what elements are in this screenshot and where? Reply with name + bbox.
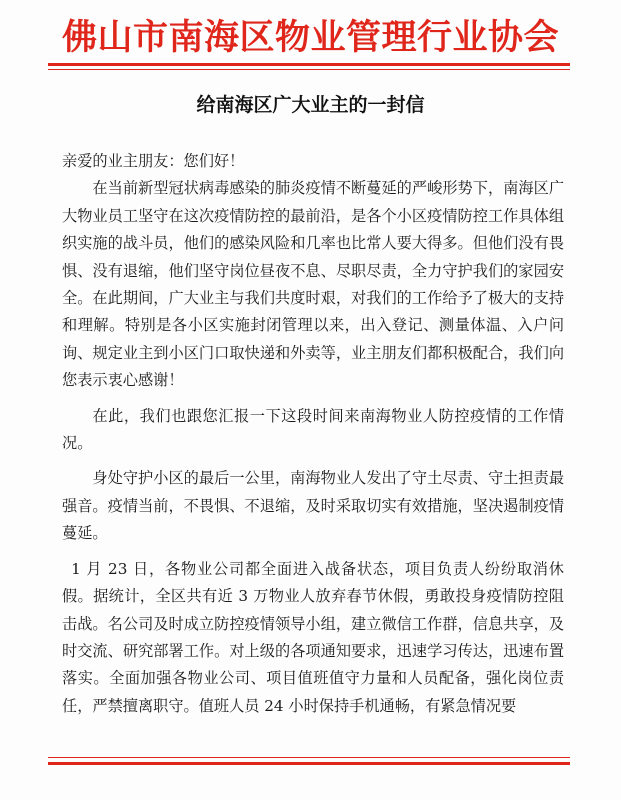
footer-divider-thin: [48, 757, 570, 758]
letter-paragraph: 在此，我们也跟您汇报一下这段时间来南海物业人防控疫情的工作情况。: [62, 406, 564, 453]
letter-paragraph: 身处守护小区的最后一公里，南海物业人发出了守土尽责、守土担责最强音。疫情当前，不畏惧、不退缩，及时采取切实有效措施，坚决遏制疫情蔓延。: [62, 469, 564, 543]
letter-paragraph: 1 月 23 日，各物业公司都全面进入战备状态，项目负责人纷纷取消休假。据统计，全区共有近 3 万物业人放弃春节休假，勇敢投身疫情防控阻击战。名公司及时成立防控疫情领导小组，建立微信工作群，信息共享，及时交流、研究部署工作。对上级的各项通知要求，迅速学习传达，迅速布置落实。全面加强各物业公司、项目值班值守力量和人员配备，强化岗位责任，严禁擅离职守。值班人员 24 小时保持手机通畅，有紧急情况要: [62, 559, 564, 715]
header-divider-thin: [48, 69, 570, 70]
organization-header: 佛山市南海区物业管理行业协会: [61, 17, 559, 58]
letter-body: [62, 148, 564, 720]
footer-divider-thick: [48, 762, 570, 765]
letter-greeting: 亲爱的业主朋友：您们好！: [62, 152, 245, 170]
header-divider-thick: [48, 63, 570, 66]
letter-title: 给南海区广大业主的一封信: [196, 94, 425, 116]
letter-paragraph: 在当前新型冠状病毒感染的肺炎疫情不断蔓延的严峻形势下，南海区广大物业员工坚守在这次疫情防控的最前沿，是各个小区疫情防控工作具体组织实施的战斗员，他们的感染风险和几率也比常人要大得多。但他们没有畏惧、没有退缩，他们坚守岗位昼夜不息、尽职尽责，全力守护我们的家园安全。在此期间，广大业主与我们共度时艰，对我们的工作给予了极大的支持和理解。特别是各小区实施封闭管理以来，出入登记、测量体温、入户问询、规定业主到小区门口取快递和外卖等，业主朋友们都积极配合，我们向您表示衷心感谢！: [62, 179, 564, 390]
